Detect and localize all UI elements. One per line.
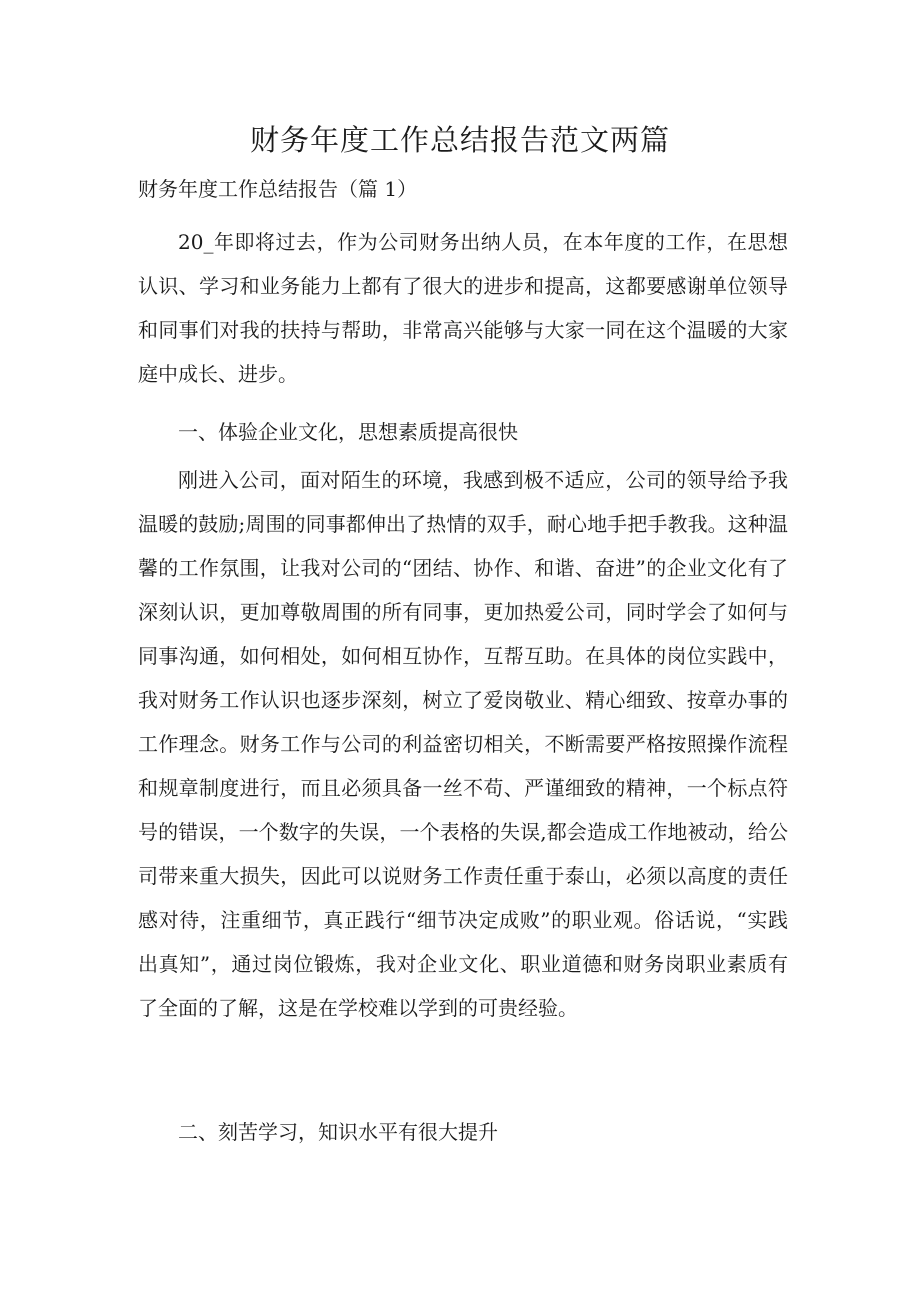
section-1-heading: 一、体验企业文化，思想素质提高很快	[178, 420, 518, 444]
document-title: 财务年度工作总结报告范文两篇	[249, 123, 670, 157]
section-2-heading: 二、刻苦学习，知识水平有很大提升	[178, 1120, 498, 1144]
section-1-paragraph: 刚进入公司，面对陌生的环境，我感到极不适应，公司的领导给予我温暖的鼓励;周围的同事都伸出了热情的双手，耐心地手把手教我。这种温馨的工作氛围，让我对公司的“团结、协作、和谐、奋进”的企业文化有了深刻认识，更加尊敬周围的所有同事，更加热爱公司，同时学会了如何与同事沟通，如何相处，如何相互协作，互帮互助。在具体的岗位实践中，我对财务工作认识也逐步深刻，树立了爱岗敬业、精心细致、按章办事的工作理念。财务工作与公司的利益密切相关，不断需要严格按照操作流程和规章制度进行，而且必须具备一丝不苟、严谨细致的精神，一个标点符号的错误，一个数字的失误，一个表格的失误,都会造成工作地被动，给公司带来重大损失，因此可以说财务工作责任重于泰山，必须以高度的责任感对待，注重细节，真正践行“细节决定成败”的职业观。俗话说，“实践出真知”，通过岗位锻炼，我对企业文化、职业道德和财务岗职业素质有了全面的了解，这是在学校难以学到的可贵经验。	[138, 468, 788, 1020]
intro-paragraph: 20_年即将过去，作为公司财务出纳人员，在本年度的工作，在思想认识、学习和业务能力上都有了很大的进步和提高，这都要感谢单位领导和同事们对我的扶持与帮助，非常高兴能够与大家一同在这个温暖的大家庭中成长、进步。	[138, 230, 788, 386]
document-subtitle: 财务年度工作总结报告（篇 1）	[138, 177, 418, 201]
